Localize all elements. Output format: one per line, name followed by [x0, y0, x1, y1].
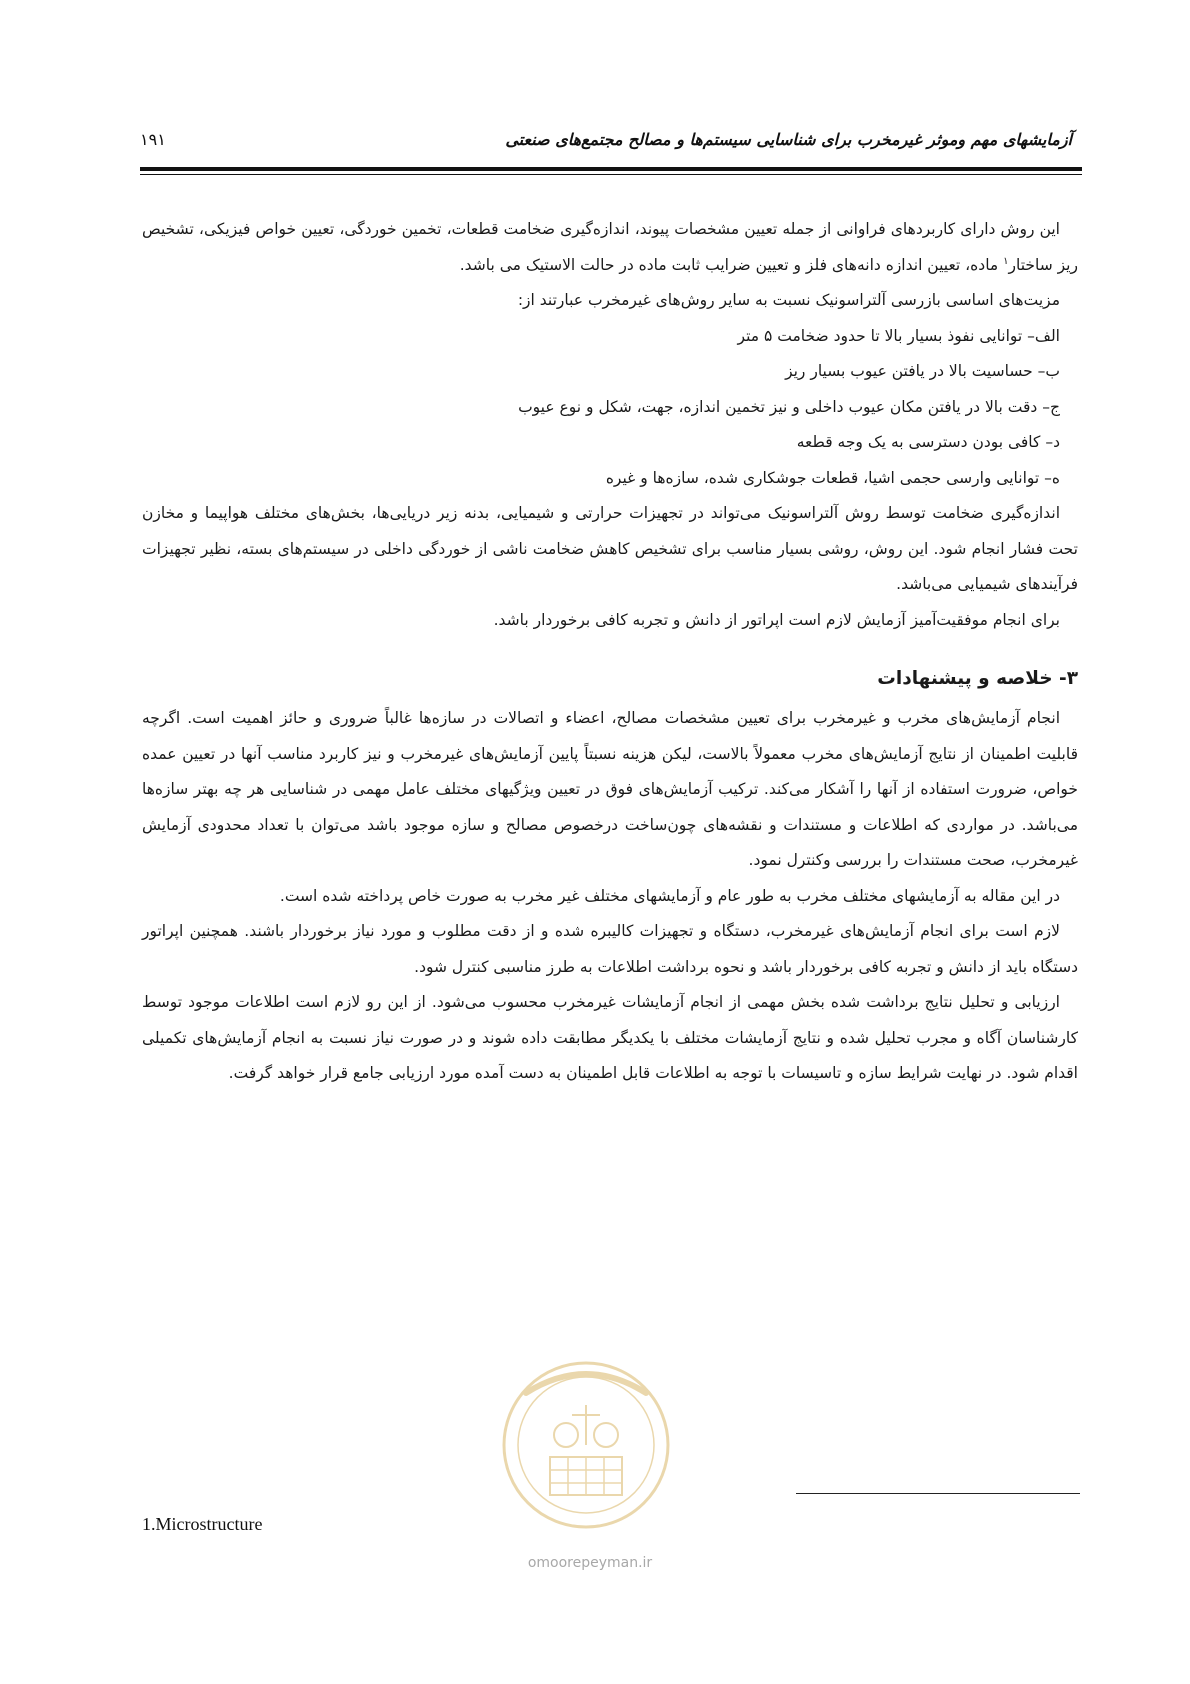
footnote: 1.Microstructure: [142, 1514, 263, 1534]
list-item: ج– دقت بالا در یافتن مکان عیوب داخلی و نیز تخمین اندازه، جهت، شکل و نوع عیوب: [518, 397, 1060, 416]
watermark-seal-icon: [486, 1345, 686, 1545]
paragraph-advantages-intro: مزیت‌های اساسی بازرسی آلتراسونیک نسبت به سایر روش‌های غیرمخرب عبارتند از:: [517, 291, 1060, 309]
paragraph-thickness: اندازه‌گیری ضخامت توسط روش آلتراسونیک می‌تواند در تجهیزات حرارتی و شیمیایی، بدنه زیر دریایی‌ها، بخش‌های مختلف هواپیما و مخازن تحت فشار انجام شود. این روش، روشی بسیار مناسب برای تشخیص کاهش ضخامت ناشی از خوردگی داخلی در سیستم‌های بسته، نظیر تجهیزات فرآیندهای شیمیایی می‌باشد.: [142, 504, 1078, 593]
footnote-rule: [796, 1493, 1080, 1494]
list-item: ب– حساسیت بالا در یافتن عیوب بسیار ریز: [785, 362, 1060, 380]
paragraph-this-article: در این مقاله به آزمایشهای مختلف مخرب به طور عام و آزمایشهای مختلف غیر مخرب به صورت خاص پرداخته شده است.: [279, 886, 1060, 905]
header-rule-thin: [140, 174, 1082, 175]
footnote-marker: ۱: [1003, 255, 1009, 267]
page-number: ۱۹۱: [140, 130, 166, 149]
paragraph-applications-part-a: این روش دارای کاربردهای فراوانی از جمله تعیین مشخصات پیوند، اندازه‌گیری ضخامت قطعات، تخمین خوردگی، تعیین خواص فیزیکی، تشخیص ریز ساختار: [142, 220, 1078, 274]
paragraph-applications-part-b: ماده، تعیین اندازه دانه‌های فلز و تعیین ضرایب ثابت ماده در حالت الاستیک می باشد.: [459, 255, 1004, 274]
paragraph-applications: [142, 212, 1078, 283]
section-heading: ۳- خلاصه و پیشنهادات: [877, 668, 1078, 689]
paragraph-calibration: لازم است برای انجام آزمایش‌های غیرمخرب، دستگاه و تجهیزات کالیبره شده و از دقت مطلوب و مورد نیاز برخوردار باشند. همچنین اپراتور دستگاه باید از دانش و تجربه کافی برخوردار باشد و نحوه برداشت اطلاعات به طرز مناسبی کنترل شود.: [142, 922, 1078, 976]
header-rule-thick: [140, 167, 1082, 171]
list-item: ه– توانایی وارسی حجمی اشیا، قطعات جوشکاری شده، سازه‌ها و غیره: [605, 468, 1060, 487]
list-item: د– کافی بودن دسترسی به یک وجه قطعه: [796, 433, 1060, 451]
paragraph-operator: برای انجام موفقیت‌آمیز آزمایش لازم است اپراتور از دانش و تجربه کافی برخوردار باشد.: [493, 610, 1060, 629]
paragraph-evaluation: ارزیابی و تحلیل نتایج برداشت شده بخش مهمی از انجام آزمایشات غیرمخرب محسوب می‌شود. از این رو لازم است اطلاعات موجود توسط کارشناسان آگاه و مجرب تحلیل شده و نتایج آزمایشات مختلف با یکدیگر مطابقت داده شوند و در صورت نیاز نسبت به انجام آزمایش‌های تکمیلی اقدام شود. در نهایت شرایط سازه و تاسیسات با توجه به اطلاعات قابل اطمینان به دست آمده مورد ارزیابی جامع قرار خواهد گرفت.: [142, 993, 1078, 1082]
paragraph-summary: انجام آزمایش‌های مخرب و غیرمخرب برای تعیین مشخصات مصالح، اعضاء و اتصالات در سازه‌ها غالباً ضروری و حائز اهمیت است. اگرچه قابلیت اطمینان از نتایج آزمایش‌های مخرب معمولاً بالاست، لیکن هزینه نسبتاً پایین آزمایش‌های غیرمخرب و نیز کاربرد مناسب آنها در تعیین عمده خواص، ضرورت استفاده از آنها را آشکار می‌کند. ترکیب آزمایش‌های فوق در تعیین ویژگیهای مختلف عامل مهمی در شناسایی هر چه بهتر سازه‌ها می‌باشد. در مواردی که اطلاعات و مستندات و نقشه‌های چون‌ساخت درخصوص مصالح و سازه موجود باشد می‌توان با تعداد محدودی آزمایش غیرمخرب، صحت مستندات را بررسی وکنترل نمود.: [142, 709, 1078, 869]
watermark-url: omoorepeyman.ir: [527, 1555, 653, 1571]
list-item: الف– توانایی نفوذ بسیار بالا تا حدود ضخامت ۵ متر: [737, 326, 1060, 345]
body-text: [142, 212, 1078, 1092]
running-title: آزمایشهای مهم وموثر غیرمخرب برای شناسایی سیستم‌ها و مصالح مجتمع‌های صنعتی: [505, 130, 1072, 149]
